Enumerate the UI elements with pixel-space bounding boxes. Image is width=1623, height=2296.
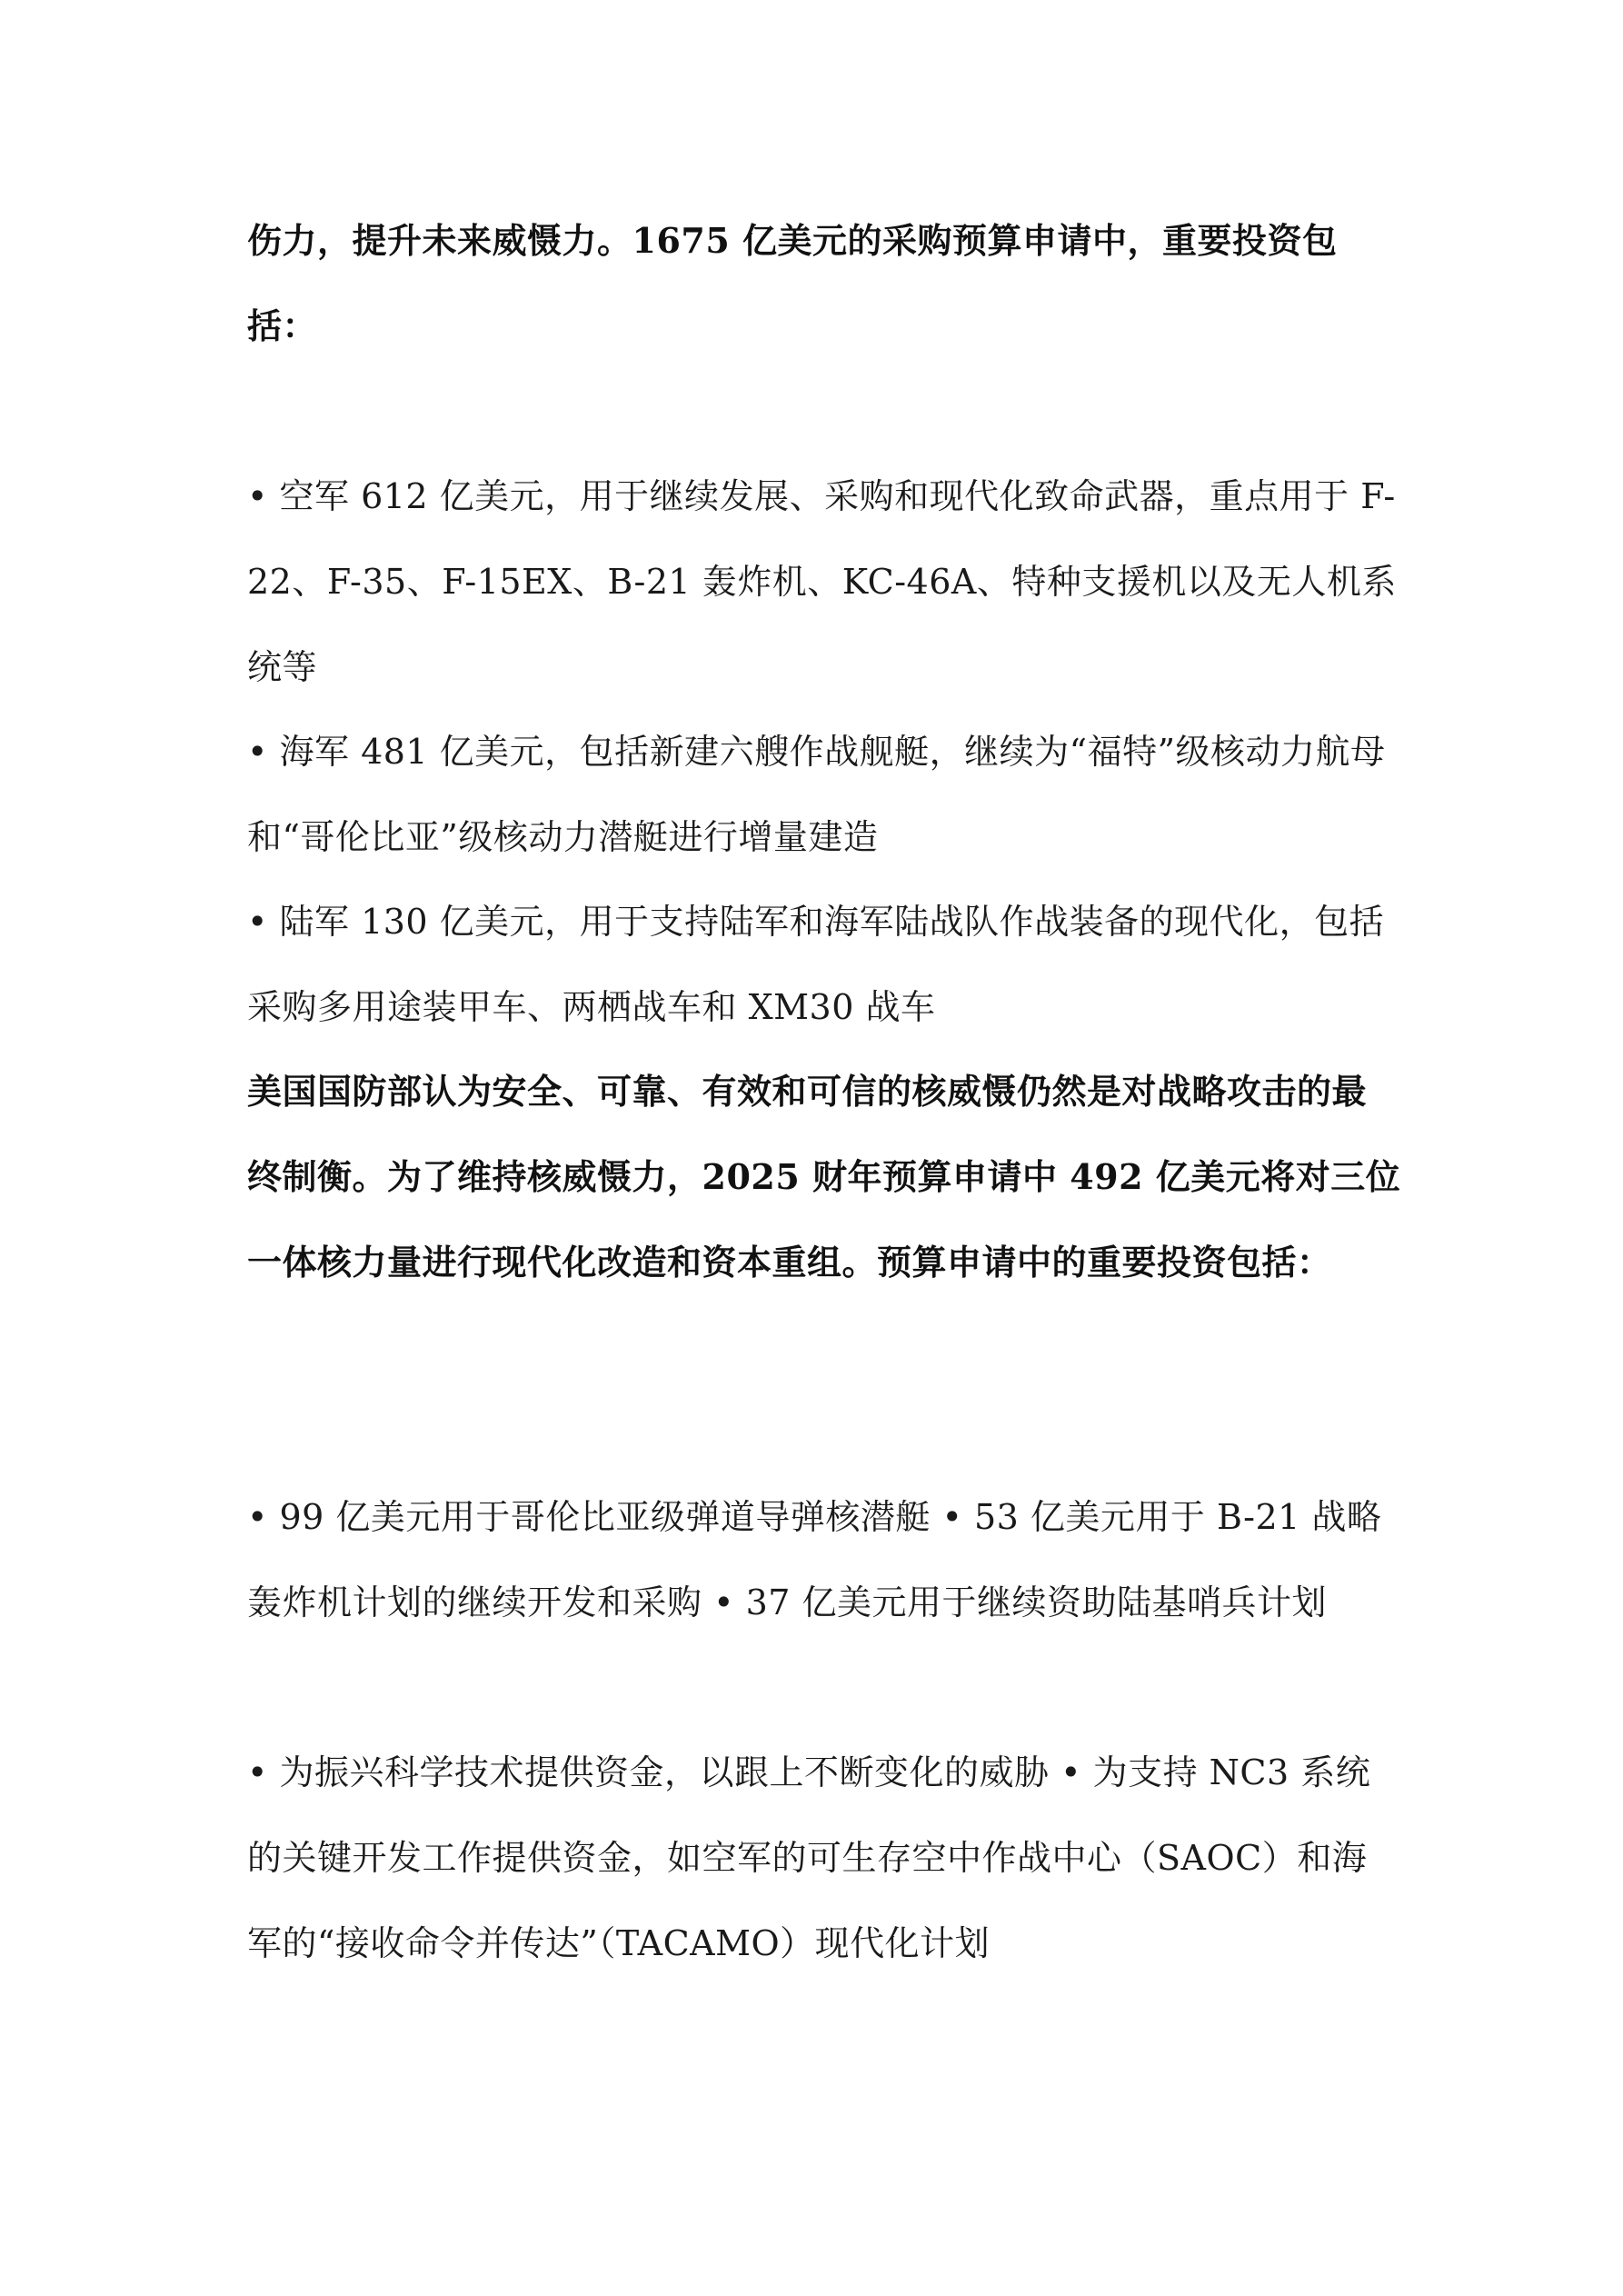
bullet-army: • 陆军 130 亿美元，用于支持陆军和海军陆战队作战装备的现代化，包括采购多用途装甲车、两栖战车和 XM30 战车 (247, 902, 1385, 1027)
bullet-science-nc3: • 为振兴科学技术提供资金，以跟上不断变化的威胁 • 为支持 NC3 系统的关键开发工作提供资金，如空军的可生存空中作战中心（SAOC）和海军的“接收命令并传达”（TACAMO）现代化计划 (247, 1752, 1371, 1963)
bullet-air-force: • 空军 612 亿美元，用于继续发展、采购和现代化致命武器，重点用于 F-22、F-35、F-15EX、B-21 轰炸机、KC-46A、特种支援机以及无人机系统等 (247, 476, 1397, 687)
intro-paragraph: 伤力，提升未来威慑力。1675 亿美元的采购预算申请中，重要投资包括： (247, 220, 1338, 346)
bullet-navy: • 海军 481 亿美元，包括新建六艘作战舰艇，继续为“福特”级核动力航母和“哥伦比亚”级核动力潜艇进行增量建造 (247, 732, 1386, 857)
nuclear-deterrence-paragraph: 美国国防部认为安全、可靠、有效和可信的核威慑仍然是对战略攻击的最终制衡。为了维持核威慑力，2025 财年预算申请中 492 亿美元将对三位一体核力量进行现代化改造和资本重组。预算申请中的重要投资包括： (247, 1071, 1401, 1283)
bullet-nuclear-triad: • 99 亿美元用于哥伦比亚级弹道导弹核潜艇 • 53 亿美元用于 B-21 战略轰炸机计划的继续开发和采购 • 37 亿美元用于继续资助陆基哨兵计划 (247, 1497, 1382, 1622)
